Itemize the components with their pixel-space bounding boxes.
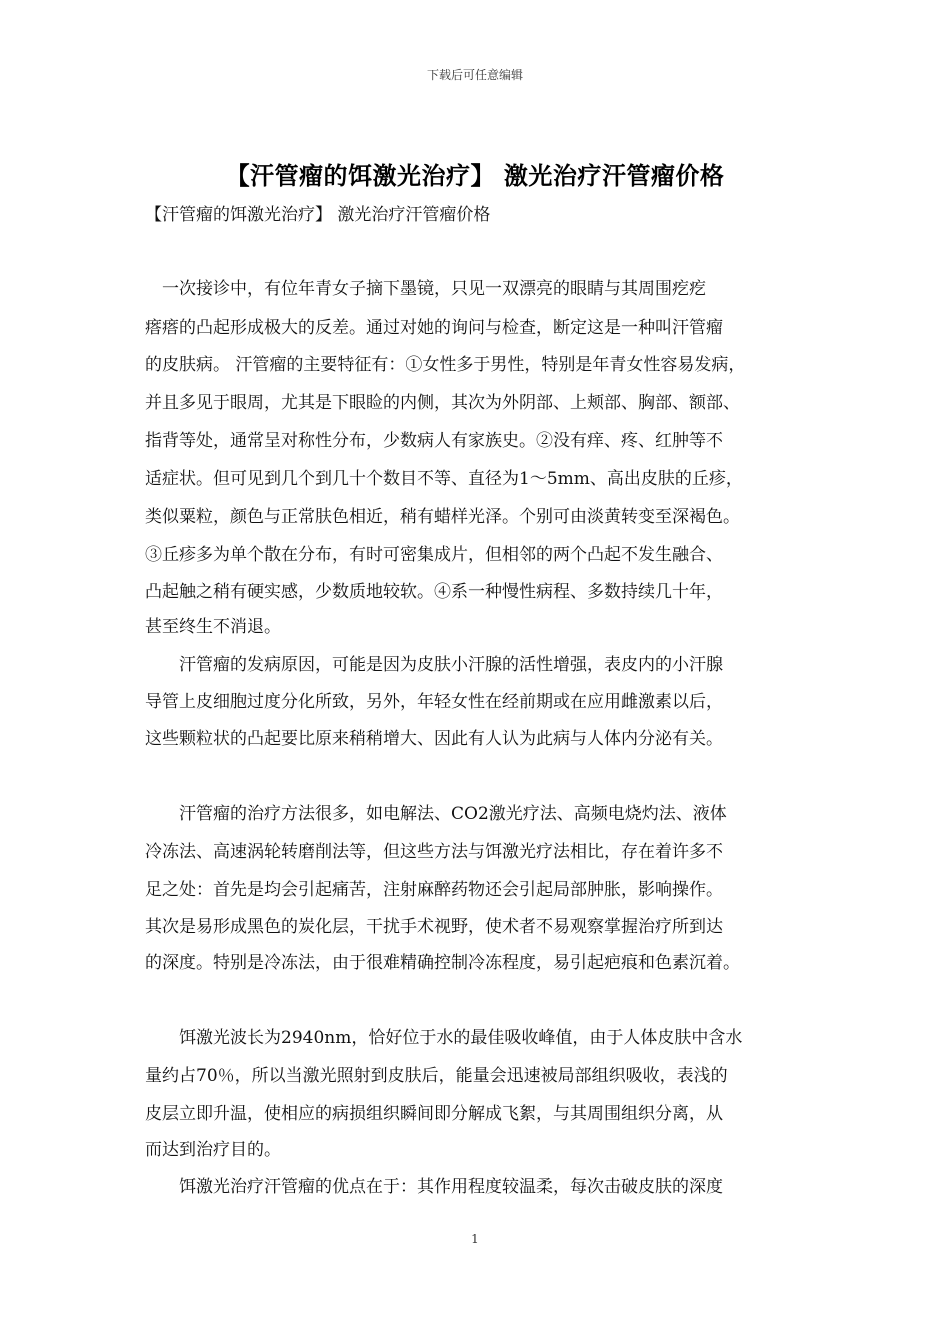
body-line: 汗管瘤的治疗方法很多，如电解法、CO2激光疗法、高频电烧灼法、液体 xyxy=(145,804,727,824)
body-line: 适症状。但可见到几个到几十个数目不等、直径为1～5mm、高出皮肤的丘疹， xyxy=(145,469,743,489)
body-line: 瘩瘩的凸起形成极大的反差。通过对她的询问与检查，断定这是一种叫汗管瘤 xyxy=(145,318,723,338)
page-number: 1 xyxy=(471,1232,479,1246)
body-line: 的皮肤病。 汗管瘤的主要特征有：①女性多于男性，特别是年青女性容易发病， xyxy=(145,355,746,375)
body-line: 指背等处，通常呈对称性分布，少数病人有家族史。②没有痒、疼、红肿等不 xyxy=(145,431,723,451)
body-line: 导管上皮细胞过度分化所致，另外，年轻女性在经前期或在应用雌激素以后， xyxy=(145,692,723,712)
body-line: 足之处：首先是均会引起痛苦，注射麻醉药物还会引起局部肿胀，影响操作。 xyxy=(145,880,723,900)
body-line: 的深度。特别是冷冻法，由于很难精确控制冷冻程度，易引起疤痕和色素沉着。 xyxy=(145,953,740,973)
body-line: 饵激光波长为2940nm，恰好位于水的最佳吸收峰值，由于人体皮肤中含水 xyxy=(145,1028,743,1048)
body-line: 类似粟粒，颜色与正常肤色相近，稍有蜡样光泽。个别可由淡黄转变至深褐色。 xyxy=(145,507,740,527)
document-title: 【汗管瘤的饵激光治疗】 激光治疗汗管瘤价格 xyxy=(225,162,725,190)
document-subtitle: 【汗管瘤的饵激光治疗】 激光治疗汗管瘤价格 xyxy=(145,205,491,225)
body-line: 皮层立即升温，使相应的病损组织瞬间即分解成飞絮，与其周围组织分离，从 xyxy=(145,1104,723,1124)
body-line: 一次接诊中，有位年青女子摘下墨镜，只见一双漂亮的眼睛与其周围疙疙 xyxy=(145,279,706,299)
body-line: ③丘疹多为单个散在分布，有时可密集成片，但相邻的两个凸起不发生融合、 xyxy=(145,545,723,565)
body-line: 其次是易形成黑色的炭化层，干扰手术视野，使术者不易观察掌握治疗所到达 xyxy=(145,917,723,937)
body-line: 冷冻法、高速涡轮转磨削法等，但这些方法与饵激光疗法相比，存在着许多不 xyxy=(145,842,723,862)
body-line: 这些颗粒状的凸起要比原来稍稍增大、因此有人认为此病与人体内分泌有关。 xyxy=(145,729,723,749)
body-line: 而达到治疗目的。 xyxy=(145,1140,281,1160)
body-line: 饵激光治疗汗管瘤的优点在于：其作用程度较温柔，每次击破皮肤的深度 xyxy=(145,1177,723,1197)
page-header-note: 下载后可任意编辑 xyxy=(426,68,523,82)
body-line: 汗管瘤的发病原因，可能是因为皮肤小汗腺的活性增强，表皮内的小汗腺 xyxy=(145,655,723,675)
body-line: 量约占70％，所以当激光照射到皮肤后，能量会迅速被局部组织吸收，表浅的 xyxy=(145,1066,728,1086)
body-line: 凸起触之稍有硬实感，少数质地较软。④系一种慢性病程、多数持续几十年， xyxy=(145,582,723,602)
body-line: 并且多见于眼周，尤其是下眼睑的内侧，其次为外阴部、上颊部、胸部、额部、 xyxy=(145,393,740,413)
body-line: 甚至终生不消退。 xyxy=(145,617,281,637)
